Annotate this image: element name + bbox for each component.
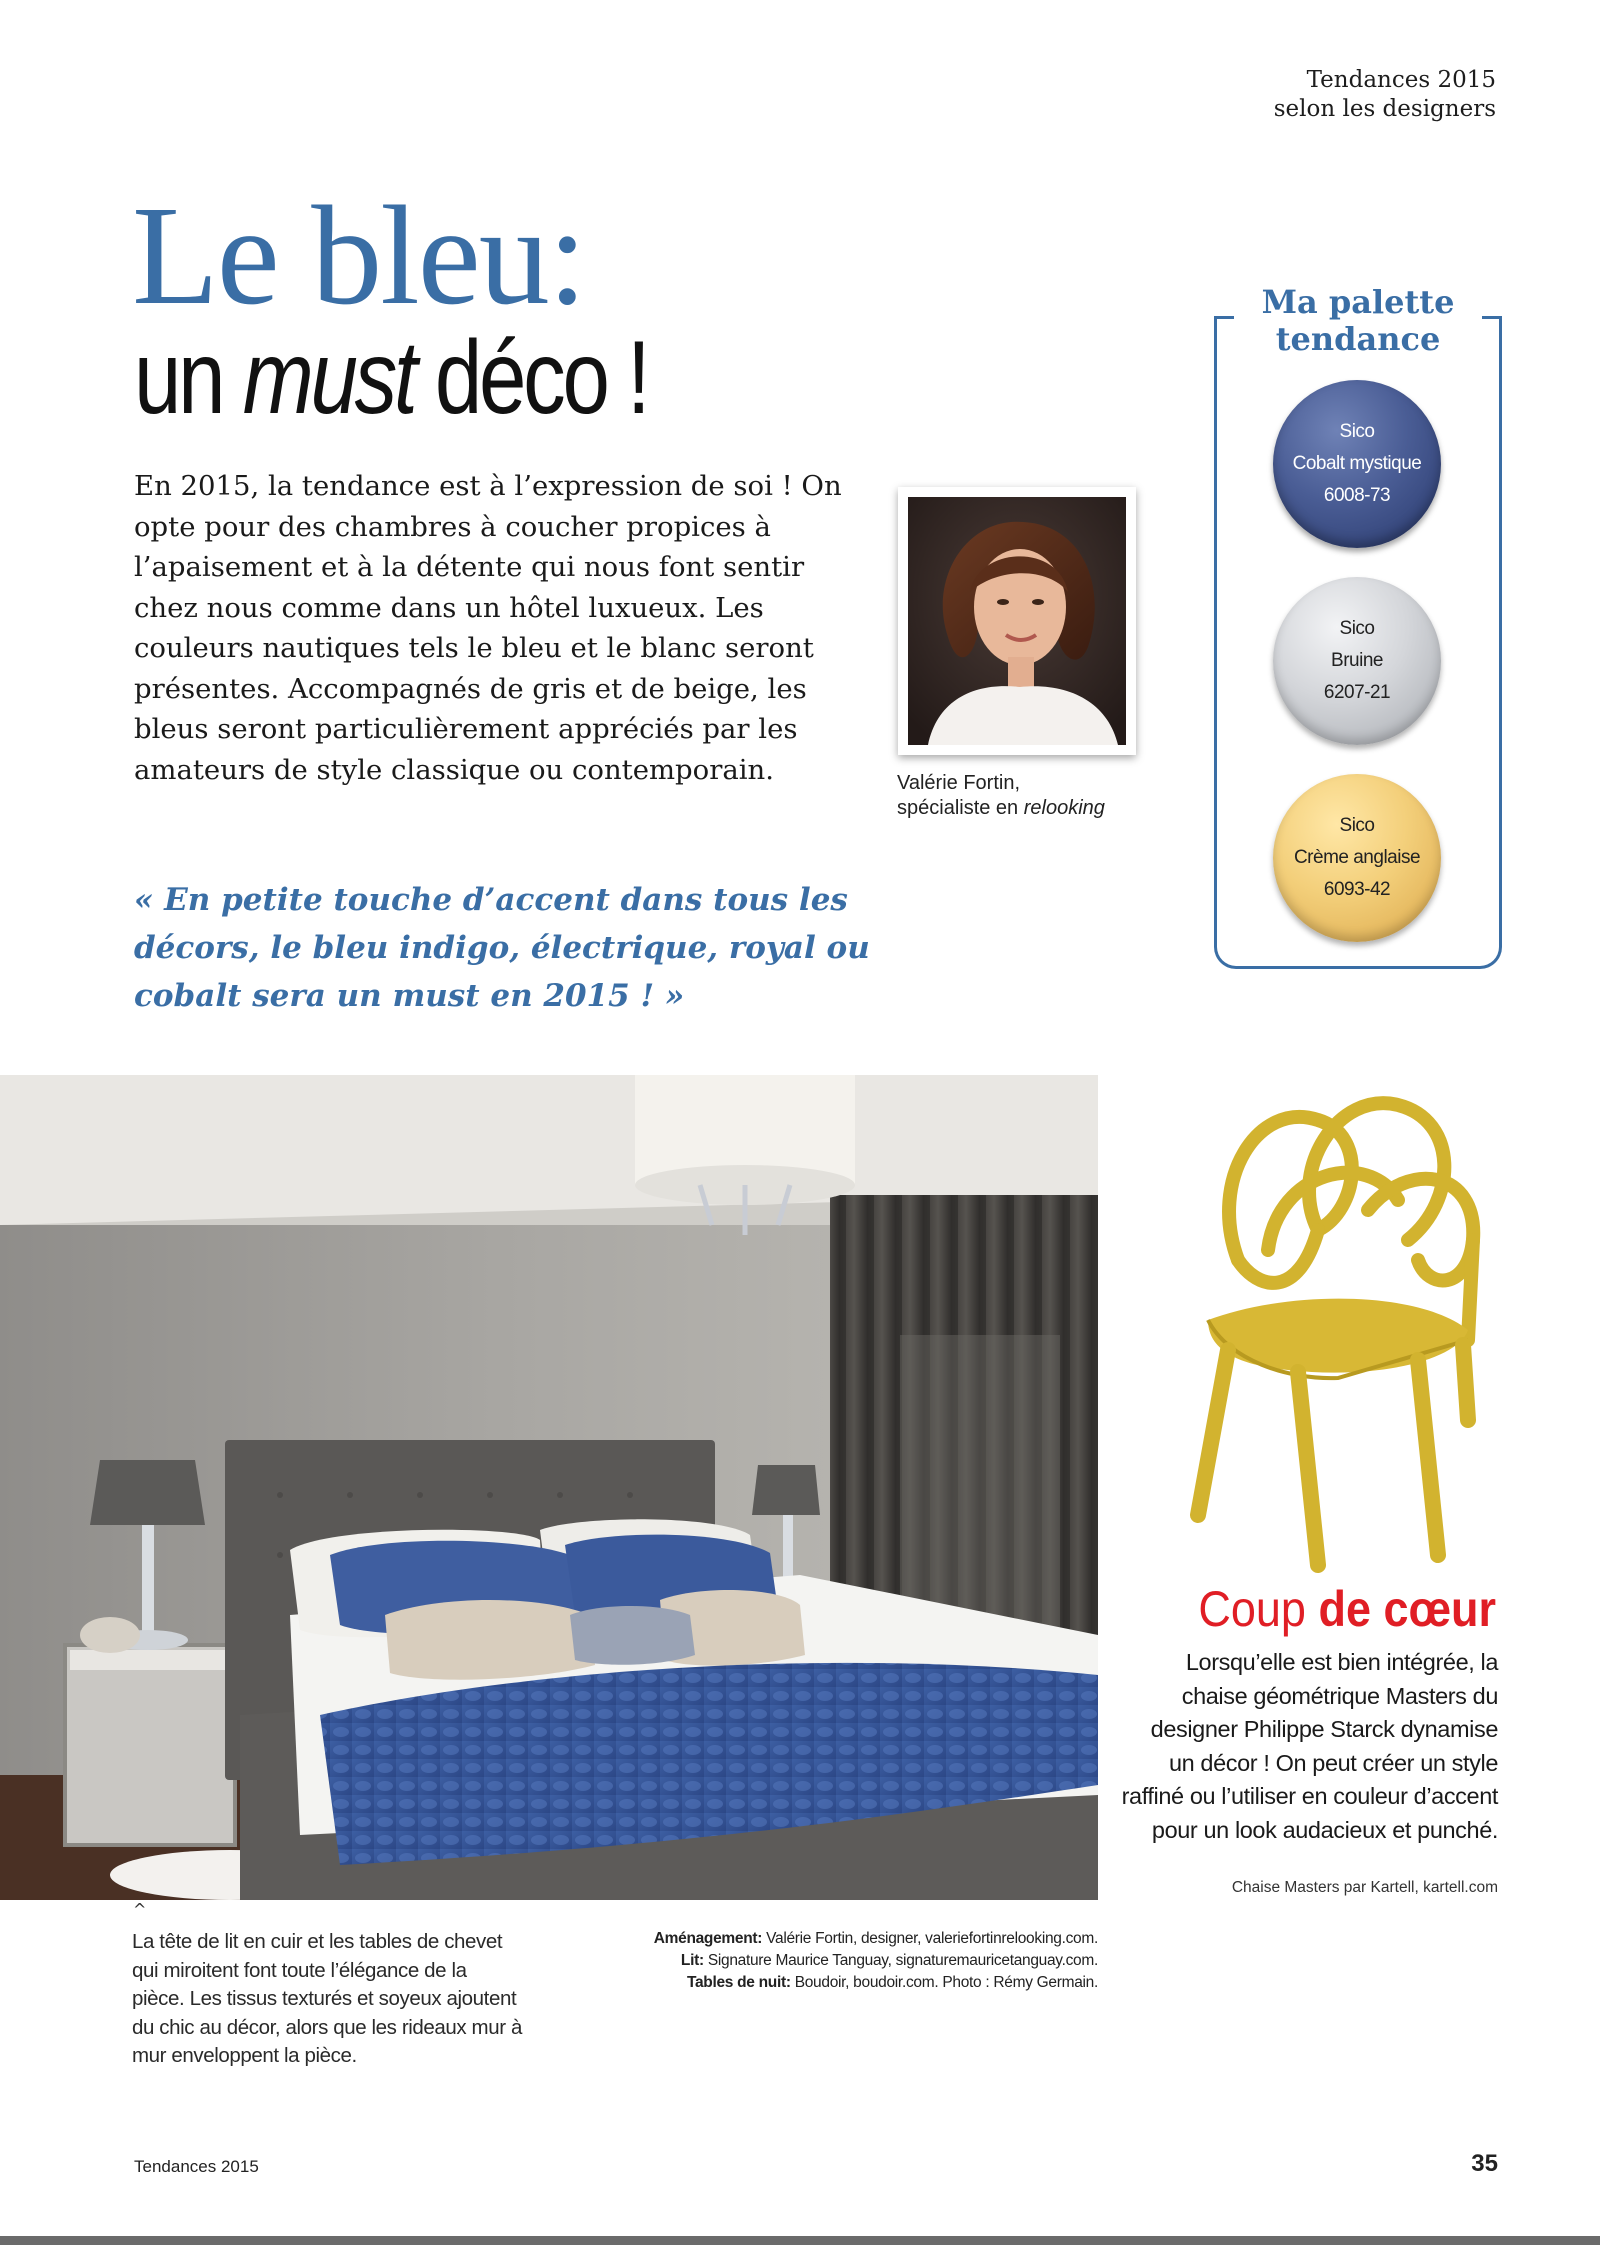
credit-line bbox=[500, 1950, 1098, 1972]
coup-de-coeur-title bbox=[1176, 1578, 1496, 1640]
bottom-bar bbox=[0, 2236, 1600, 2245]
credit-line bbox=[500, 1972, 1098, 1994]
swatch-name: Cobalt mystique bbox=[1292, 453, 1422, 474]
photo-credits bbox=[500, 1928, 1098, 1994]
running-head-line2: selon les designers bbox=[1273, 96, 1496, 122]
running-head-line1: Tendances 2015 bbox=[1306, 67, 1496, 93]
coup-title-bold: de cœur bbox=[1318, 1581, 1496, 1637]
pull-quote: « En petite touche d’accent dans tous les décors, le bleu indigo, électrique, royal ou cobalt sera un must en 2015 ! » bbox=[134, 882, 870, 1014]
subtitle-italic: must bbox=[242, 320, 415, 436]
palette-title: Ma palette tendance bbox=[1261, 283, 1455, 358]
bedroom-photo bbox=[0, 1075, 1098, 1900]
portrait-role-text: spécialiste en bbox=[897, 797, 1024, 819]
page-title: Le bleu: bbox=[132, 176, 586, 334]
intro-paragraph: En 2015, la tendance est à l’expression de soi ! On opte pour des chambres à coucher propices à l’apaisement et à la détente qui nous font sentir chez nous comme dans un hôtel luxueux. Les couleurs nautiques tels le bleu et le blanc seront présentes. Accompagnés de gris et de beige, les bleus seront particulièrement appréciés par les amateurs de style classique ou contemporain. bbox=[134, 470, 842, 786]
portrait-caption bbox=[897, 771, 1105, 821]
credit-value: Valérie Fortin, designer, valeriefortinrelooking.com. bbox=[766, 1930, 1098, 1947]
coup-de-coeur-text: Lorsqu’elle est bien intégrée, la chaise géométrique Masters du designer Philippe Starck dynamise un décor ! On peut créer un style raffiné ou l’utiliser en couleur d’accent pour un look audacieux et punché. bbox=[1121, 1649, 1498, 1843]
portrait-name: Valérie Fortin, bbox=[897, 772, 1021, 794]
swatch-cobalt-mystique bbox=[1273, 380, 1441, 548]
swatch-code: 6008-73 bbox=[1323, 485, 1391, 506]
chair-credit: Chaise Masters par Kartell, kartell.com bbox=[1231, 1879, 1498, 1896]
portrait-role-italic: relooking bbox=[1023, 797, 1105, 819]
swatch-code: 6207-21 bbox=[1323, 682, 1391, 703]
credit-label: Aménagement: bbox=[653, 1930, 767, 1947]
running-head bbox=[1274, 66, 1496, 124]
swatch-name: Bruine bbox=[1331, 650, 1383, 671]
credit-label: Tables de nuit: bbox=[686, 1974, 795, 1991]
chair-illustration bbox=[1168, 1060, 1508, 1580]
bedroom-illustration bbox=[0, 1075, 1098, 1900]
page-number: 35 bbox=[1471, 2150, 1498, 2177]
swatch-brand: Sico bbox=[1339, 618, 1375, 639]
swatch-creme-anglaise bbox=[1273, 774, 1441, 942]
portrait-image bbox=[908, 497, 1126, 745]
credit-line bbox=[500, 1928, 1098, 1950]
footer-publication: Tendances 2015 bbox=[134, 2157, 259, 2176]
credit-value: Signature Maurice Tanguay, signaturemauricetanguay.com. bbox=[707, 1952, 1098, 1969]
subtitle-part2: déco ! bbox=[414, 320, 648, 436]
swatch-name: Crème anglaise bbox=[1293, 847, 1421, 868]
swatch-bruine bbox=[1273, 577, 1441, 745]
credit-label: Lit: bbox=[680, 1952, 708, 1969]
subtitle-part1: un bbox=[134, 320, 243, 436]
caption-arrow-icon: ^ bbox=[133, 1900, 147, 1919]
masters-chair-image bbox=[1168, 1060, 1508, 1580]
photo-caption: La tête de lit en cuir et les tables de chevet qui miroitent font toute l’élégance de la pièce. Les tissus texturés et soyeux ajoutent du chic au décor, alors que les rideaux mur à mur enveloppent la pièce. bbox=[132, 1930, 522, 2067]
designer-portrait bbox=[898, 487, 1136, 755]
swatch-brand: Sico bbox=[1339, 815, 1375, 836]
page-subtitle bbox=[134, 320, 647, 436]
portrait-role bbox=[897, 796, 1105, 821]
credit-value: Boudoir, boudoir.com. Photo : Rémy Germain. bbox=[794, 1974, 1098, 1991]
coup-title-light: Coup bbox=[1198, 1581, 1319, 1637]
swatch-brand: Sico bbox=[1339, 421, 1375, 442]
swatch-code: 6093-42 bbox=[1323, 879, 1391, 900]
